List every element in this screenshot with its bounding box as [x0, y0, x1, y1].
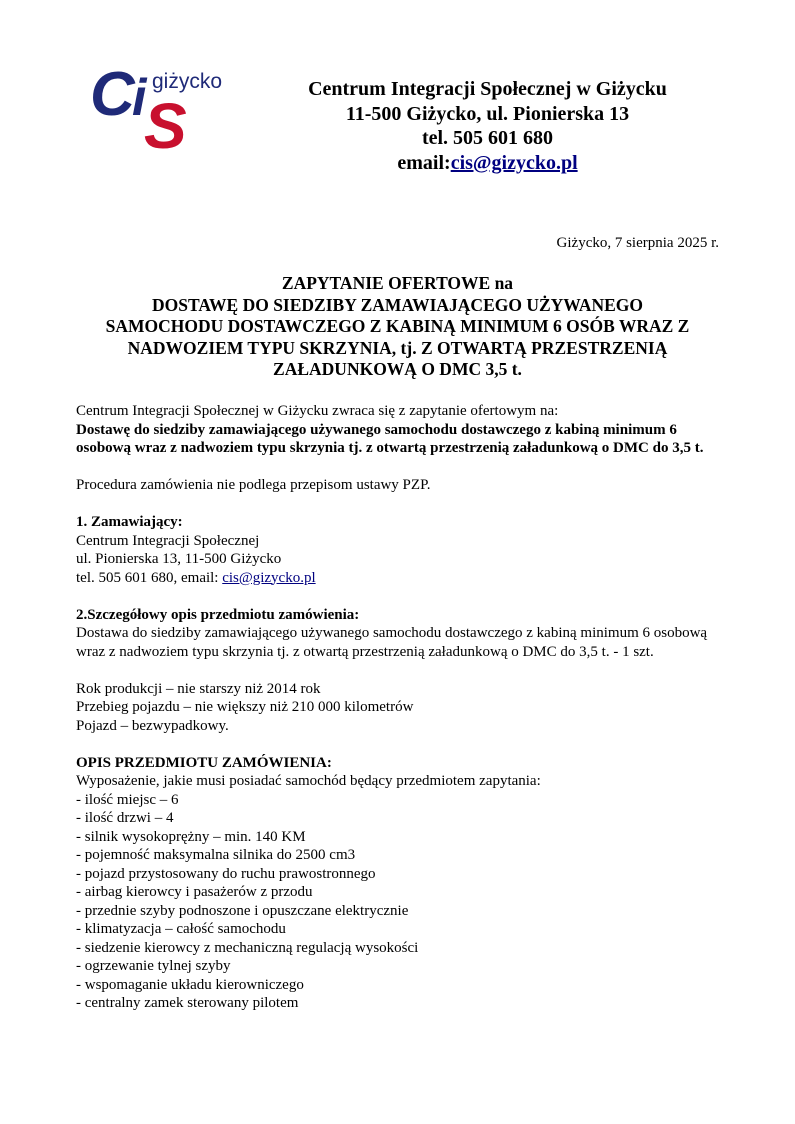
- title-line: ZAŁADUNKOWĄ O DMC 3,5 t.: [273, 359, 522, 379]
- equipment-item: - centralny zamek sterowany pilotem: [76, 995, 299, 1011]
- title-line: ZAPYTANIE OFERTOWE na: [281, 273, 514, 293]
- section1-address: ul. Pionierska 13, 11-500 Giżycko: [76, 551, 282, 567]
- title-line: NADWOZIEM TYPU SKRZYNIA, tj. Z OTWARTĄ PRZESTRZENIĄ: [127, 337, 668, 358]
- section1-heading: 1. Zamawiający:: [76, 514, 183, 530]
- intro-subject: Dostawę do siedziby zamawiającego używanego samochodu dostawczego z kabiną minimum 6 osobową wraz z nadwoziem typu skrzynia tj. z otwartą przestrzenią załadunkową o DMC do 3,5 t.: [76, 421, 704, 456]
- letterhead: [280, 77, 695, 175]
- org-phone: tel. 505 601 680: [421, 127, 554, 149]
- section1-contact: [76, 569, 724, 588]
- document-date: Giżycko, 7 sierpnia 2025 r.: [556, 235, 719, 251]
- org-email-line: [280, 151, 695, 176]
- org-address: 11-500 Giżycko, ul. Pionierska 13: [345, 102, 630, 125]
- title-line: DOSTAWĘ DO SIEDZIBY ZAMAWIAJĄCEGO UŻYWANEGO: [151, 294, 644, 315]
- equipment-item: - wspomaganie układu kierowniczego: [76, 976, 304, 993]
- equipment-item: - ilość drzwi – 4: [76, 810, 174, 826]
- logo-city: giżycko: [152, 70, 223, 93]
- logo-letter-c: C: [90, 60, 135, 129]
- requirement-line: Rok produkcji – nie starszy niż 2014 rok: [76, 680, 321, 697]
- opis-lead: Wyposażenie, jakie musi posiadać samochód będący przedmiotem zapytania:: [76, 773, 541, 789]
- logo-letter-s: S: [144, 90, 187, 162]
- contact-email-link[interactable]: cis@gizycko.pl: [222, 569, 316, 586]
- cis-logo: [90, 60, 240, 162]
- equipment-item: - silnik wysokoprężny – min. 140 KM: [76, 828, 306, 845]
- equipment-item: - airbag kierowcy i pasażerów z przodu: [76, 884, 313, 900]
- document-body: [76, 402, 724, 1013]
- section2-text: Dostawa do siedziby zamawiającego używanego samochodu dostawczego z kabiną minimum 6 osobową wraz z nadwoziem typu skrzynia tj. z otwartą przestrzenią załadunkową o DMC do 3,5 t. - 1 szt.: [76, 625, 708, 660]
- equipment-item: - ogrzewanie tylnej szyby: [76, 958, 231, 974]
- requirement-line: Pojazd – bezwypadkowy.: [76, 717, 229, 734]
- contact-prefix: tel. 505 601 680, email:: [76, 569, 223, 586]
- equipment-item: - pojemność maksymalna silnika do 2500 cm3: [76, 847, 356, 863]
- header-email-link[interactable]: cis@gizycko.pl: [450, 151, 578, 174]
- equipment-item: - pojazd przystosowany do ruchu prawostronnego: [76, 865, 376, 882]
- section2-heading: 2.Szczegółowy opis przedmiotu zamówienia:: [76, 606, 360, 623]
- logo-letter-i: i: [132, 69, 147, 127]
- requirement-line: Przebieg pojazdu – nie większy niż 210 000 kilometrów: [76, 699, 414, 715]
- equipment-item: - klimatyzacja – całość samochodu: [76, 921, 286, 937]
- equipment-item: - siedzenie kierowcy z mechaniczną regulacją wysokości: [76, 939, 419, 956]
- document-title: [76, 273, 719, 381]
- section1-name: Centrum Integracji Społecznej: [76, 532, 260, 549]
- opis-heading: OPIS PRZEDMIOTU ZAMÓWIENIA:: [76, 754, 332, 771]
- email-label: email:: [397, 151, 451, 174]
- intro-lead: Centrum Integracji Społecznej w Giżycku zwraca się z zapytanie ofertowym na:: [76, 403, 559, 419]
- equipment-item: - ilość miejsc – 6: [76, 791, 179, 808]
- title-line: SAMOCHODU DOSTAWCZEGO Z KABINĄ MINIMUM 6 OSÓB WRAZ Z: [105, 316, 690, 336]
- equipment-item: - przednie szyby podnoszone i opuszczane elektrycznie: [76, 902, 409, 919]
- procedure-note: Procedura zamówienia nie podlega przepisom ustawy PZP.: [76, 477, 431, 493]
- org-name: Centrum Integracji Społecznej w Giżycku: [308, 78, 667, 100]
